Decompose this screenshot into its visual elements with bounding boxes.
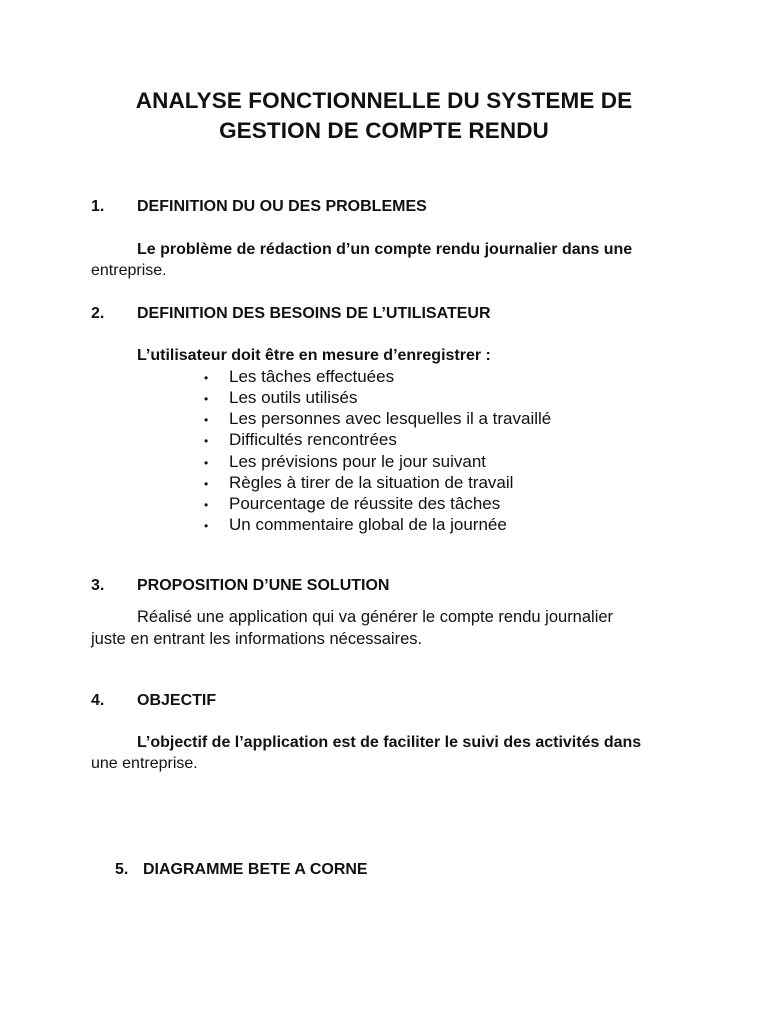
section-2-title: DEFINITION DES BESOINS DE L’UTILISATEUR xyxy=(137,305,491,322)
document-title-line-1: ANALYSE FONCTIONNELLE DU SYSTEME DE xyxy=(135,88,633,113)
section-4-text-line-2: une entreprise. xyxy=(91,755,198,772)
section-2-number: 2. xyxy=(91,305,105,322)
section-3-number: 3. xyxy=(91,577,105,594)
document-title-line-2: GESTION DE COMPTE RENDU xyxy=(219,118,549,143)
list-item: Les personnes avec lesquelles il a travaillé xyxy=(229,409,552,428)
section-4-text-line-1: L’objectif de l’application est de faciliter le suivi des activités dans xyxy=(137,734,642,751)
bullet-icon: • xyxy=(204,413,209,427)
bullet-icon: • xyxy=(204,519,209,533)
bullet-icon: • xyxy=(204,498,209,512)
bullet-icon: • xyxy=(204,456,209,470)
list-item: Les outils utilisés xyxy=(229,388,358,407)
section-5-title: DIAGRAMME BETE A CORNE xyxy=(143,861,368,878)
section-3-title: PROPOSITION D’UNE SOLUTION xyxy=(137,577,390,594)
list-item: Pourcentage de réussite des tâches xyxy=(229,494,501,513)
section-3-text-line-1: Réalisé une application qui va générer le compte rendu journalier xyxy=(137,608,614,626)
bullet-icon: • xyxy=(204,371,209,385)
section-1-text-line-2: entreprise. xyxy=(91,262,167,279)
bullet-icon: • xyxy=(204,477,209,491)
section-2-intro: L’utilisateur doit être en mesure d’enregistrer : xyxy=(137,347,491,364)
bullet-icon: • xyxy=(204,392,209,406)
list-item: Un commentaire global de la journée xyxy=(229,515,507,534)
section-4-number: 4. xyxy=(91,692,105,709)
section-1-text-line-1: Le problème de rédaction d’un compte rendu journalier dans une xyxy=(137,241,633,258)
list-item: Les tâches effectuées xyxy=(229,367,395,386)
section-1-title: DEFINITION DU OU DES PROBLEMES xyxy=(137,198,427,215)
section-3-text-line-2: juste en entrant les informations nécessaires. xyxy=(91,630,423,648)
section-1-number: 1. xyxy=(91,198,105,215)
bullet-icon: • xyxy=(204,434,209,448)
section-4-title: OBJECTIF xyxy=(137,692,217,709)
list-item: Règles à tirer de la situation de travail xyxy=(229,473,514,492)
section-5-number: 5. xyxy=(115,861,129,878)
list-item: Difficultés rencontrées xyxy=(229,430,397,449)
list-item: Les prévisions pour le jour suivant xyxy=(229,452,487,471)
